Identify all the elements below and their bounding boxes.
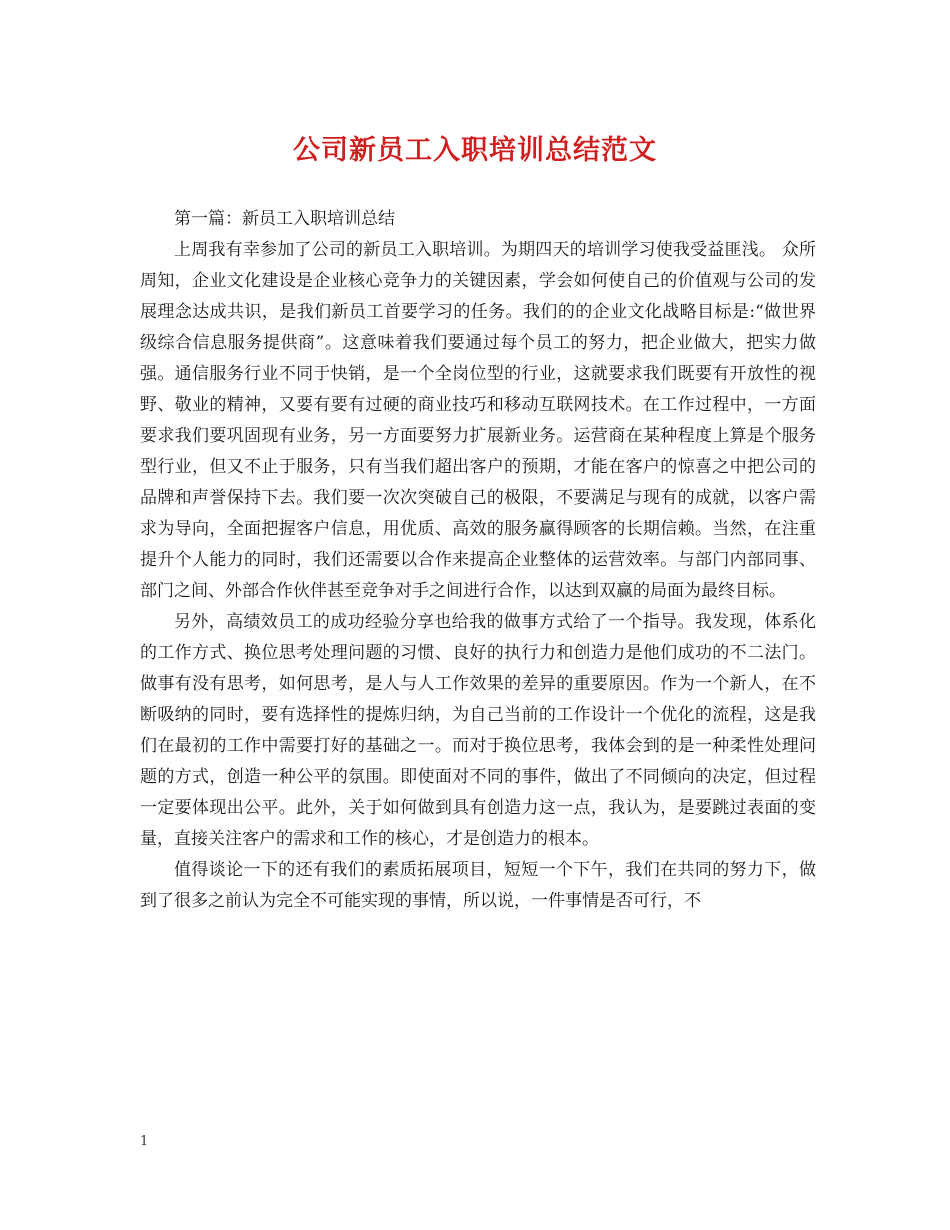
paragraph: 上周我有幸参加了公司的新员工入职培训。为期四天的培训学习使我受益匪浅。 众所周知，企业文化建设是企业核心竞争力的关键因素，学会如何使自己的价值观与公司的发展理念达成共识，是我们新员工首要学习的任务。我们的的企业文化战略目标是:“做世界级综合信息服务提供商”。这意味着我们要通过每个员工的努力，把企业做大，把实力做强。通信服务行业不同于快销，是一个全岗位型的行业，这就要求我们既要有开放性的视野、敬业的精神，又要有要有过硬的商业技巧和移动互联网技术。在工作过程中，一方面要求我们要巩固现有业务，另一方面要努力扩展新业务。运营商在某种程度上算是个服务型行业，但又不止于服务，只有当我们超出客户的预期，才能在客户的惊喜之中把公司的品牌和声誉保持下去。我们要一次次突破自己的极限，不要满足与现有的成就，以客户需求为导向，全面把握客户信息，用优质、高效的服务赢得顾客的长期信赖。当然，在注重提升个人能力的同时，我们还需要以合作来提高企业整体的运营效率。与部门内部同事、部门之间、外部合作伙伴甚至竞争对手之间进行合作，以达到双赢的局面为最终目标。	[140, 240, 816, 601]
paragraph: 另外，高绩效员工的成功经验分享也给我的做事方式给了一个指导。我发现，体系化的工作方式、换位思考处理问题的习惯、良好的执行力和创造力是他们成功的不二法门。做事有没有思考，如何思考，是人与人工作效果的差异的重要原因。作为一个新人，在不断吸纳的同时，要有选择性的提炼归纳，为自己当前的工作设计一个优化的流程，这是我们在最初的工作中需要打好的基础之一。而对于换位思考，我体会到的是一种柔性处理问题的方式，创造一种公平的氛围。即使面对不同的事件，做出了不同倾向的决定，但过程一定要体现出公平。此外，关于如何做到具有创造力这一点，我认为，是要跳过表面的变量，直接关注客户的需求和工作的核心，才是创造力的根本。	[140, 612, 816, 849]
paragraph: 值得谈论一下的还有我们的素质拓展项目，短短一个下午，我们在共同的努力下，做到了很多之前认为完全不可能实现的事情，所以说，一件事情是否可行，不	[140, 860, 816, 911]
page-number: 1	[140, 1134, 149, 1149]
document-body	[140, 204, 816, 917]
section-heading: 第一篇：新员工入职培训总结	[174, 209, 395, 229]
document-title: 公司新员工入职培训总结范文	[293, 135, 657, 166]
